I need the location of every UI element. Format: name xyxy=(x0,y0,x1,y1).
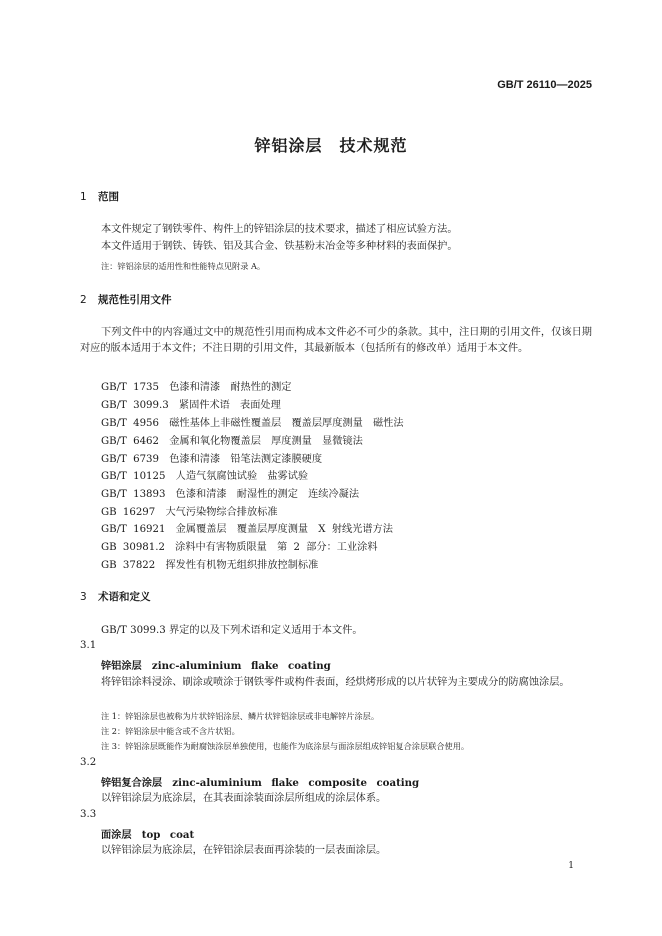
term-number: 3.1 xyxy=(80,640,97,651)
section-1-number: 1 xyxy=(80,191,87,203)
term-note: 注 3：锌铝涂层既能作为耐腐蚀涂层单独使用，也能作为底涂层与面涂层组成锌铝复合涂层联合使用。 xyxy=(101,741,470,751)
term-note: 注 1：锌铝涂层也被称为片状锌铝涂层、鳞片状锌铝涂层或非电解锌片涂层。 xyxy=(101,711,380,721)
term-name: 锌铝复合涂层 zinc-aluminium flake composite coating xyxy=(101,777,420,789)
reference-item: GB 30981.2 涂料中有害物质限量 第 2 部分：工业涂料 xyxy=(101,542,378,553)
reference-item: GB/T 16921 金属覆盖层 覆盖层厚度测量 X 射线光谱方法 xyxy=(101,524,393,535)
reference-item: GB/T 13893 色漆和清漆 耐湿性的测定 连续冷凝法 xyxy=(101,489,360,500)
section-2-heading xyxy=(80,292,172,307)
section-2-intro: 下列文件中的内容通过文中的规范性引用而构成本文件必不可少的条款。其中，注日期的引用文件，仅该日期对应的版本适用于本文件；不注日期的引用文件，其最新版本（包括所有的修改单）适用于本文件。 xyxy=(80,327,592,354)
section-1-title: 范围 xyxy=(98,191,119,203)
term-note: 注 2：锌铝涂层中能含或不含片状铝。 xyxy=(101,726,240,736)
reference-item: GB/T 4956 磁性基体上非磁性覆盖层 覆盖层厚度测量 磁性法 xyxy=(101,418,404,429)
term-name: 面涂层 top coat xyxy=(101,829,195,841)
term-definition: 将锌铝涂料浸涂、刷涂或喷涂于钢铁零件或构件表面，经烘烤形成的以片状锌为主要成分的防腐蚀涂层。 xyxy=(101,677,570,688)
section-1-paragraph: 本文件适用于钢铁、铸铁、铝及其合金、铁基粉末冶金等多种材料的表面保护。 xyxy=(101,241,458,252)
section-3-number: 3 xyxy=(80,591,87,603)
term-number: 3.3 xyxy=(80,809,97,820)
reference-item: GB/T 6462 金属和氧化物覆盖层 厚度测量 显微镜法 xyxy=(101,436,363,447)
term-definition: 以锌铝涂层为底涂层，在锌铝涂层表面再涂装的一层表面涂层。 xyxy=(101,845,387,856)
reference-item: GB/T 10125 人造气氛腐蚀试验 盐雾试验 xyxy=(101,471,309,482)
section-1-heading xyxy=(80,189,119,204)
term-definition: 以锌铝涂层为底涂层，在其表面涂装面涂层所组成的涂层体系。 xyxy=(101,793,387,804)
document-title: 锌铝涂层 技术规范 xyxy=(254,136,408,155)
section-1-note: 注：锌铝涂层的适用性和性能特点见附录 A。 xyxy=(101,261,266,271)
section-3-heading xyxy=(80,589,151,604)
section-3-intro: GB/T 3099.3 界定的以及下列术语和定义适用于本文件。 xyxy=(101,625,363,636)
page-number: 1 xyxy=(568,861,574,871)
reference-item: GB/T 1735 色漆和清漆 耐热性的测定 xyxy=(101,382,292,393)
section-3-title: 术语和定义 xyxy=(98,591,151,603)
section-1-paragraph: 本文件规定了钢铁零件、构件上的锌铝涂层的技术要求，描述了相应试验方法。 xyxy=(101,224,458,235)
reference-item: GB/T 3099.3 紧固件术语 表面处理 xyxy=(101,400,281,411)
reference-item: GB 16297 大气污染物综合排放标准 xyxy=(101,507,278,518)
reference-item: GB/T 6739 色漆和清漆 铅笔法测定漆膜硬度 xyxy=(101,454,323,465)
standard-code: GB/T 26110—2025 xyxy=(497,79,592,91)
term-name: 锌铝涂层 zinc-aluminium flake coating xyxy=(101,660,331,672)
reference-item: GB 37822 挥发性有机物无组织排放控制标准 xyxy=(101,560,319,571)
term-number: 3.2 xyxy=(80,757,97,768)
section-2-number: 2 xyxy=(80,294,87,306)
section-2-title: 规范性引用文件 xyxy=(98,294,172,306)
